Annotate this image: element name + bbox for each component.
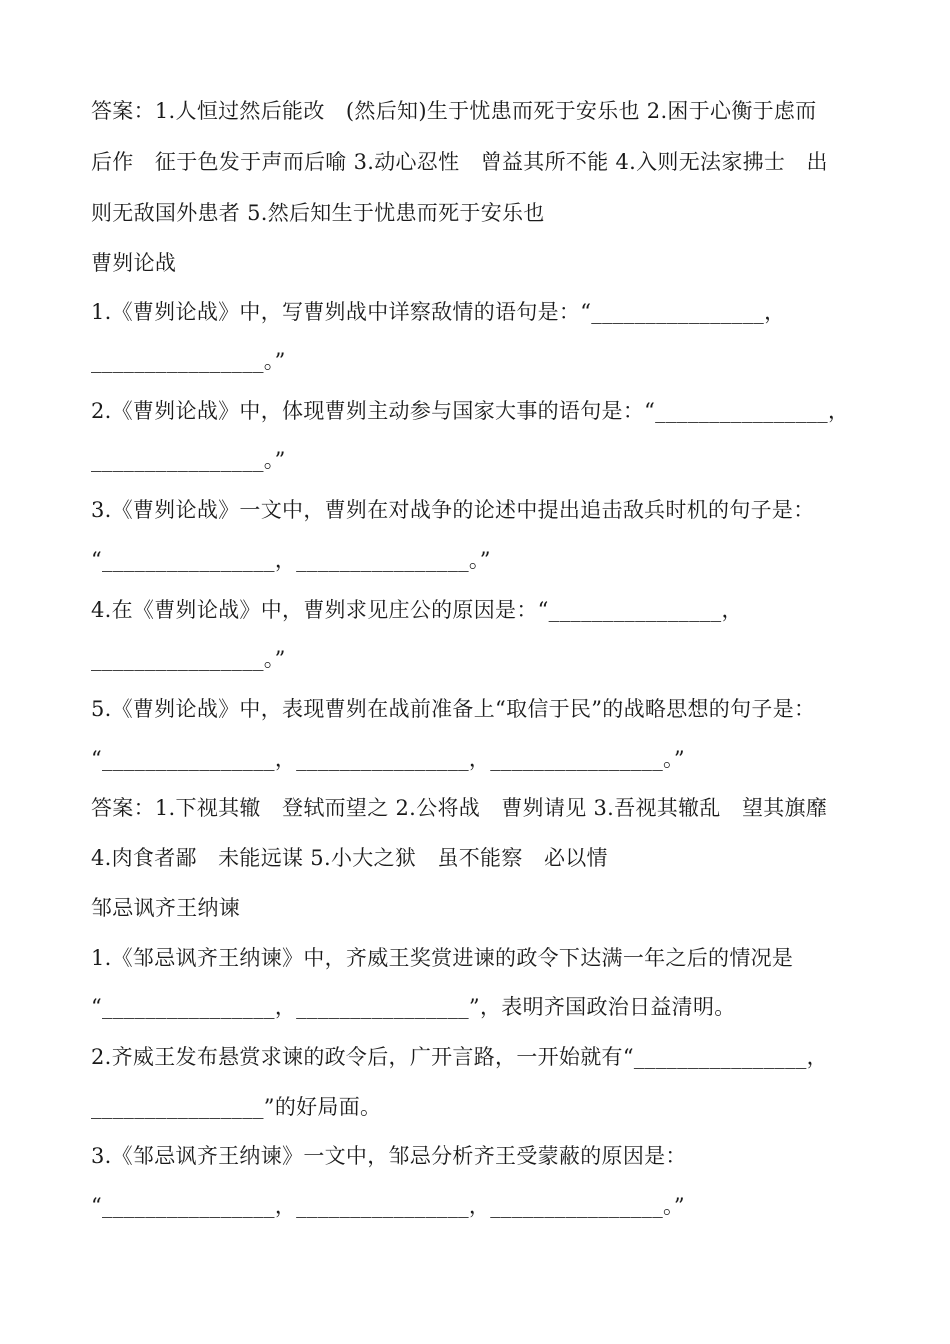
question-line: 2.《曹刿论战》中，体现曹刿主动参与国家大事的语句是：“________________， [91, 399, 850, 423]
section-title: 曹刿论战 [91, 251, 177, 275]
question-line: ________________”的好局面。 [91, 1095, 382, 1119]
question-line: “________________，________________，________________。” [91, 747, 685, 771]
question-line: 3.《曹刿论战》一文中，曹刿在对战争的论述中提出追击敌兵时机的句子是： [91, 498, 815, 522]
answer-line: 后作 征于色发于声而后喻 3.动心忍性 曾益其所不能 4.入则无法家拂士 出 [91, 150, 828, 174]
answer-line: 则无敌国外患者 5.然后知生于忧患而死于安乐也 [91, 201, 545, 225]
question-line: “________________，________________”，表明齐国政治日益清明。 [91, 995, 736, 1019]
question-line: 4.在《曹刿论战》中，曹刿求见庄公的原因是：“________________， [91, 598, 743, 622]
question-line: 5.《曹刿论战》中，表现曹刿在战前准备上“取信于民”的战略思想的句子是： [91, 697, 816, 721]
section-title: 邹忌讽齐王纳谏 [91, 896, 241, 920]
answer-line: 答案：1.人恒过然后能改 (然后知)生于忧患而死于安乐也 2.困于心衡于虑而 [91, 99, 817, 123]
question-line: “________________，________________，________________。” [91, 1194, 685, 1218]
question-line: ________________。” [91, 647, 286, 671]
question-line: 1.《邹忌讽齐王纳谏》中，齐威王奖赏进谏的政令下达满一年之后的情况是 [91, 946, 794, 970]
question-line: 2.齐威王发布悬赏求谏的政令后，广开言路，一开始就有“________________， [91, 1045, 828, 1069]
answer-line: 答案：1.下视其辙 登轼而望之 2.公将战 曹刿请见 3.吾视其辙乱 望其旗靡 [91, 796, 828, 820]
answer-line: 4.肉食者鄙 未能远谋 5.小大之狱 虽不能察 必以情 [91, 846, 608, 870]
question-line: 3.《邹忌讽齐王纳谏》一文中，邹忌分析齐王受蒙蔽的原因是： [91, 1144, 687, 1168]
question-line: ________________。” [91, 349, 286, 373]
question-line: 1.《曹刿论战》中，写曹刿战中详察敌情的语句是：“________________， [91, 300, 786, 324]
question-line: ________________。” [91, 448, 286, 472]
question-line: “________________，________________。” [91, 548, 491, 572]
